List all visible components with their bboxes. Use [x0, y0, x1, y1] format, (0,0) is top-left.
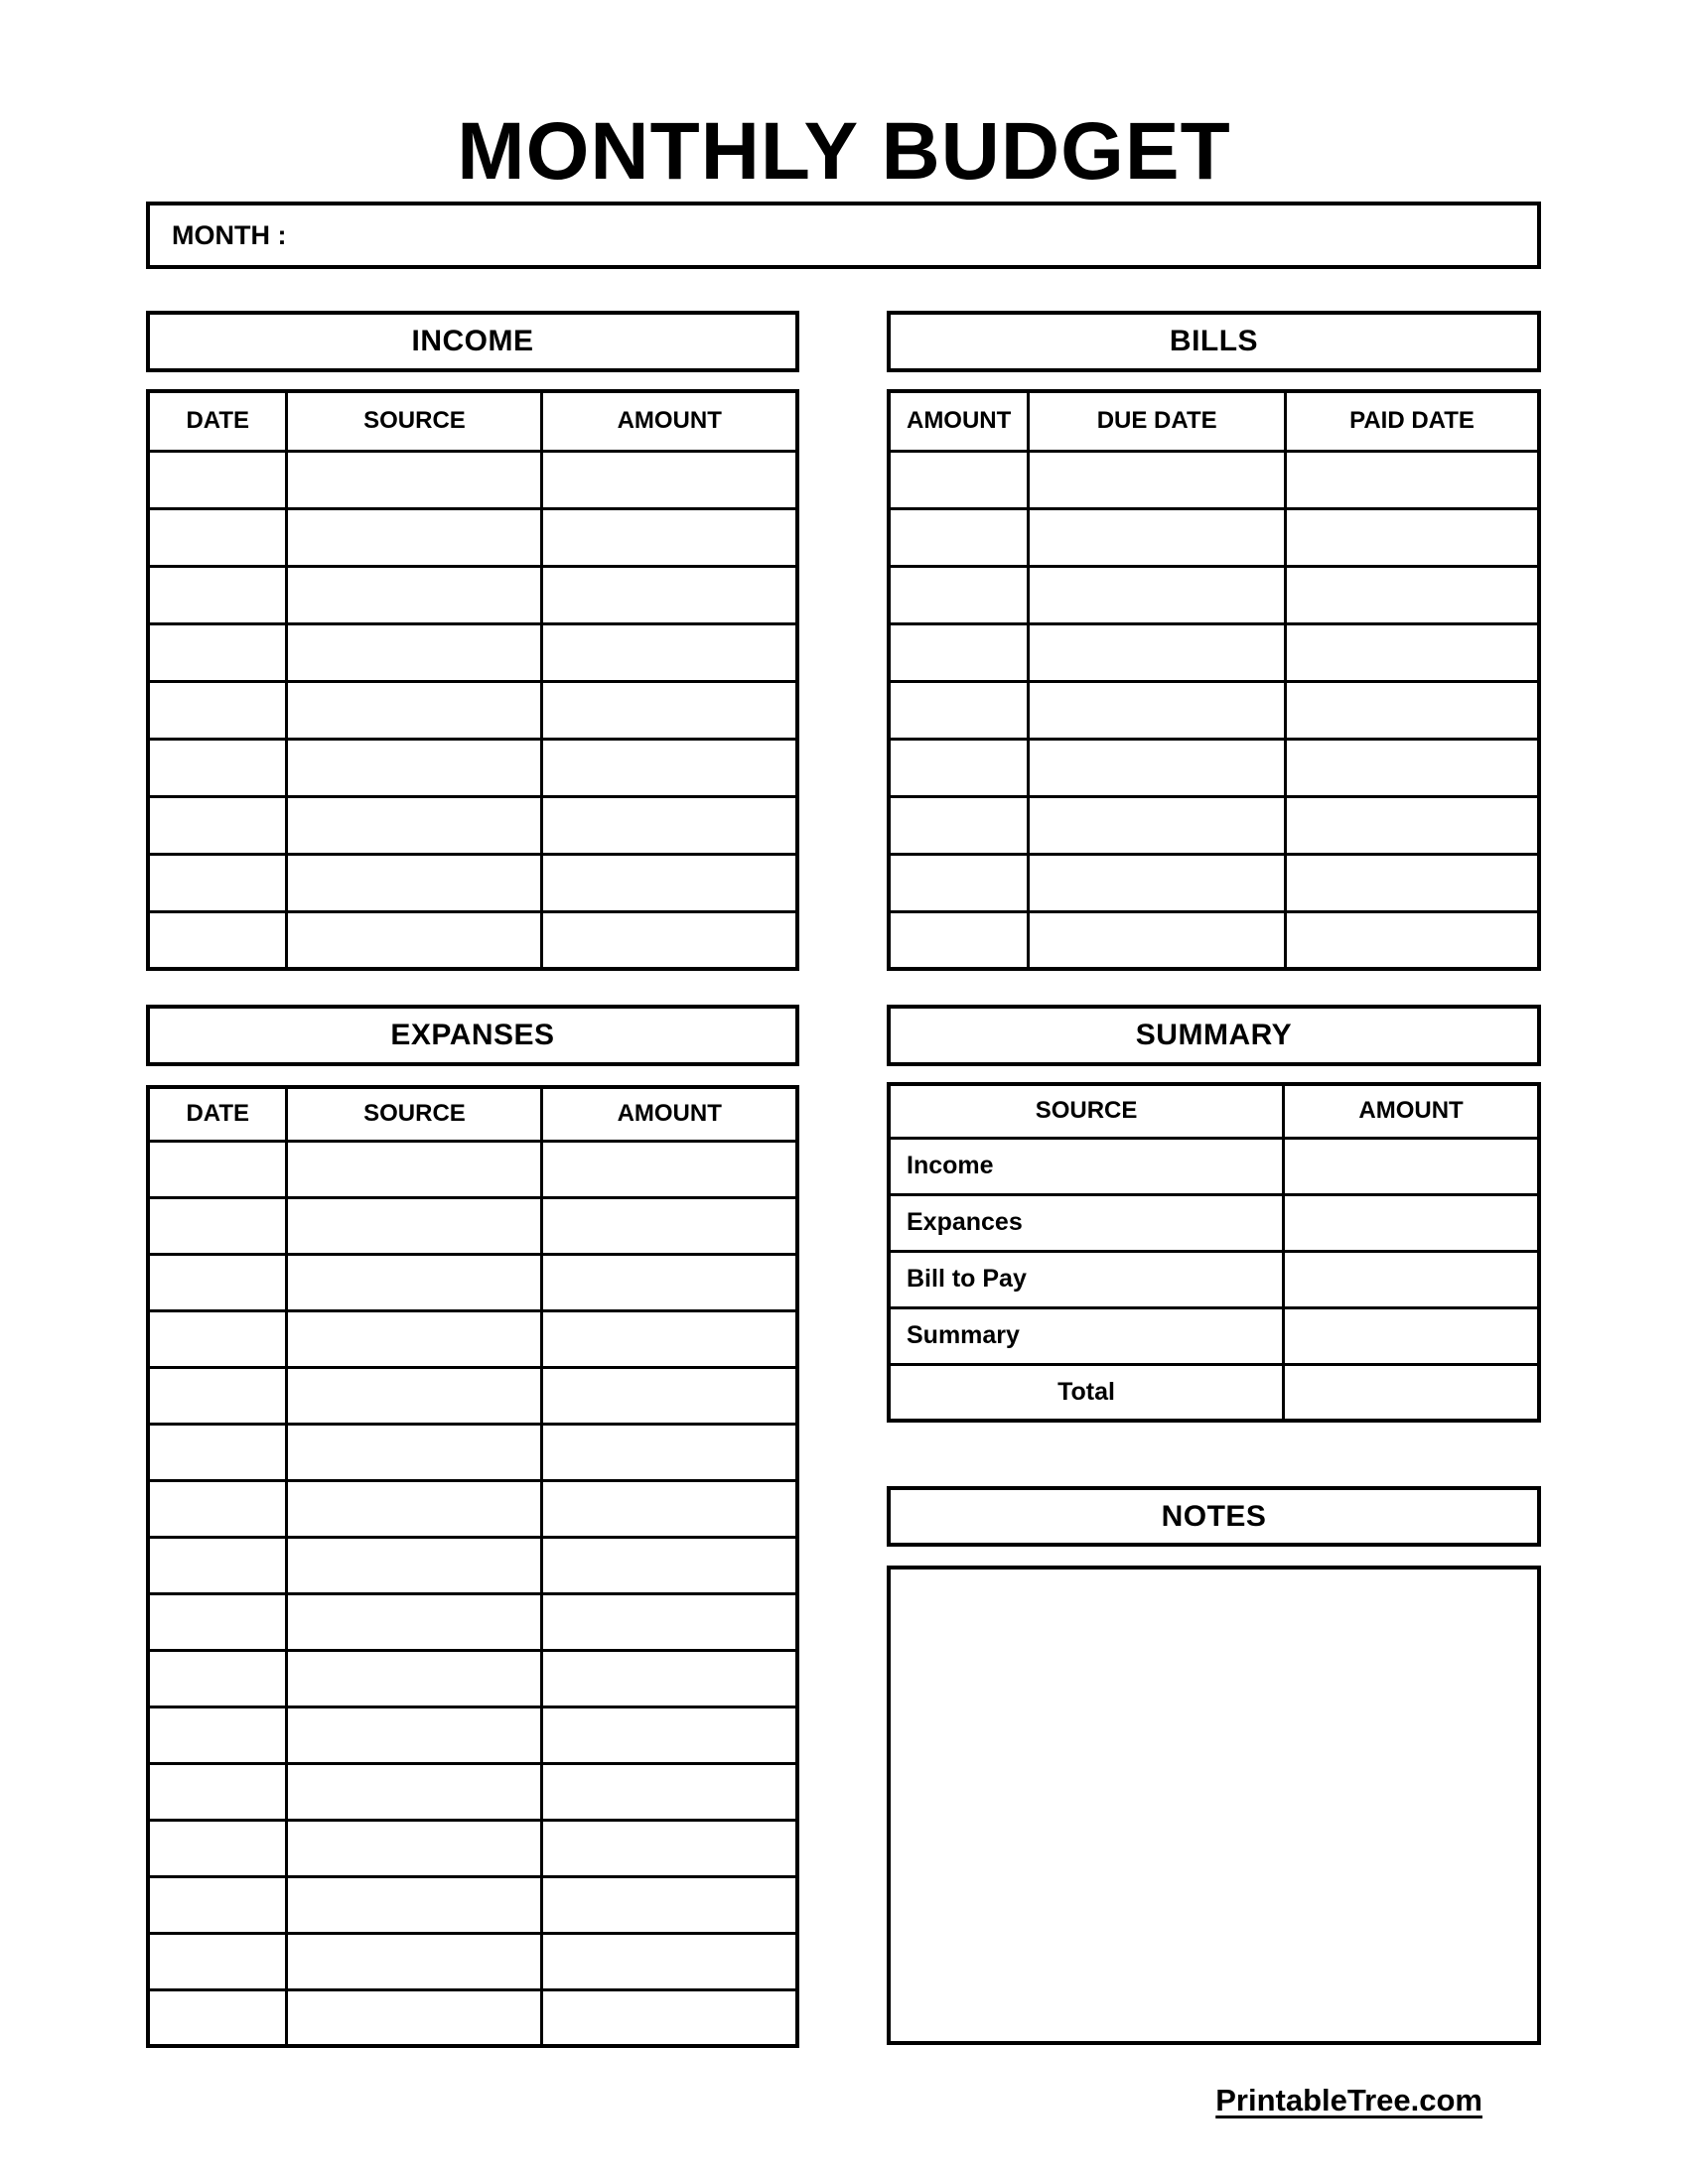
- bills-due-date-cell[interactable]: [1029, 854, 1286, 911]
- expanses-date-cell[interactable]: [148, 1989, 287, 2046]
- expanses-date-cell[interactable]: [148, 1706, 287, 1763]
- expanses-date-cell[interactable]: [148, 1876, 287, 1933]
- bills-due-date-cell[interactable]: [1029, 566, 1286, 623]
- bills-section-header: [887, 311, 1541, 372]
- expanses-amount-cell[interactable]: [542, 1254, 797, 1310]
- bills-due-date-cell[interactable]: [1029, 681, 1286, 739]
- bills-paid-date-cell[interactable]: [1286, 508, 1539, 566]
- expanses-amount-cell[interactable]: [542, 1480, 797, 1537]
- income-section-header: [146, 311, 799, 372]
- expanses-source-cell[interactable]: [287, 1650, 542, 1706]
- expanses-row: [148, 1706, 797, 1763]
- income-source-cell[interactable]: [287, 854, 542, 911]
- bills-row: [889, 566, 1539, 623]
- expanses-date-cell[interactable]: [148, 1537, 287, 1593]
- bills-col-paid-date: PAID DATE: [1286, 391, 1539, 451]
- expanses-date-cell[interactable]: [148, 1820, 287, 1876]
- expanses-amount-cell[interactable]: [542, 1933, 797, 1989]
- expanses-col-date: DATE: [148, 1087, 287, 1141]
- income-source-cell[interactable]: [287, 508, 542, 566]
- summary-label-bill-to-pay: Bill to Pay: [889, 1251, 1284, 1307]
- income-date-cell[interactable]: [148, 451, 287, 508]
- income-amount-cell[interactable]: [542, 911, 797, 969]
- expanses-row: [148, 1197, 797, 1254]
- summary-label-summary: Summary: [889, 1307, 1284, 1364]
- bills-row: [889, 623, 1539, 681]
- expanses-col-amount: AMOUNT: [542, 1087, 797, 1141]
- expanses-amount-cell[interactable]: [542, 1763, 797, 1820]
- expanses-source-cell[interactable]: [287, 1537, 542, 1593]
- summary-row-expances: [889, 1194, 1539, 1251]
- bills-paid-date-cell[interactable]: [1286, 566, 1539, 623]
- expanses-row: [148, 1141, 797, 1197]
- expanses-date-cell[interactable]: [148, 1197, 287, 1254]
- bills-amount-cell[interactable]: [889, 681, 1029, 739]
- bills-due-date-cell[interactable]: [1029, 508, 1286, 566]
- expanses-date-cell[interactable]: [148, 1480, 287, 1537]
- expanses-date-cell[interactable]: [148, 1367, 287, 1424]
- summary-amount-income-cell[interactable]: [1284, 1138, 1539, 1194]
- income-source-cell[interactable]: [287, 739, 542, 796]
- income-col-amount: AMOUNT: [542, 391, 797, 451]
- bills-amount-cell[interactable]: [889, 739, 1029, 796]
- expanses-source-cell[interactable]: [287, 1989, 542, 2046]
- expanses-source-cell[interactable]: [287, 1820, 542, 1876]
- income-row: [148, 566, 797, 623]
- income-source-cell[interactable]: [287, 911, 542, 969]
- month-label: MONTH :: [172, 219, 287, 250]
- expanses-source-cell[interactable]: [287, 1876, 542, 1933]
- bills-paid-date-cell[interactable]: [1286, 796, 1539, 854]
- expanses-amount-cell[interactable]: [542, 1593, 797, 1650]
- expanses-amount-cell[interactable]: [542, 1706, 797, 1763]
- bills-header-row: [889, 391, 1539, 451]
- expanses-date-cell[interactable]: [148, 1933, 287, 1989]
- expanses-row: [148, 1593, 797, 1650]
- income-date-cell[interactable]: [148, 566, 287, 623]
- expanses-header-row: [148, 1087, 797, 1141]
- bills-amount-cell[interactable]: [889, 623, 1029, 681]
- income-row: [148, 796, 797, 854]
- bills-paid-date-cell[interactable]: [1286, 451, 1539, 508]
- expanses-row: [148, 1820, 797, 1876]
- income-date-cell[interactable]: [148, 911, 287, 969]
- month-input[interactable]: [286, 205, 1537, 265]
- income-row: [148, 451, 797, 508]
- expanses-amount-cell[interactable]: [542, 1989, 797, 2046]
- income-row: [148, 854, 797, 911]
- expanses-row: [148, 1650, 797, 1706]
- expanses-row: [148, 1763, 797, 1820]
- bills-paid-date-cell[interactable]: [1286, 681, 1539, 739]
- expanses-amount-cell[interactable]: [542, 1820, 797, 1876]
- income-amount-cell[interactable]: [542, 739, 797, 796]
- summary-title: SUMMARY: [1135, 1019, 1293, 1051]
- bills-amount-cell[interactable]: [889, 796, 1029, 854]
- income-row: [148, 623, 797, 681]
- income-source-cell[interactable]: [287, 681, 542, 739]
- income-row: [148, 739, 797, 796]
- expanses-section-header: [146, 1005, 799, 1066]
- expanses-date-cell[interactable]: [148, 1141, 287, 1197]
- income-row: [148, 681, 797, 739]
- bills-due-date-cell[interactable]: [1029, 911, 1286, 969]
- summary-header-row: [889, 1084, 1539, 1138]
- expanses-date-cell[interactable]: [148, 1424, 287, 1480]
- income-row: [148, 911, 797, 969]
- summary-amount-bill-to-pay-cell[interactable]: [1284, 1251, 1539, 1307]
- printabletree-link[interactable]: PrintableTree.com: [1215, 2083, 1482, 2117]
- expanses-amount-cell[interactable]: [542, 1650, 797, 1706]
- summary-amount-expances-cell[interactable]: [1284, 1194, 1539, 1251]
- expanses-row: [148, 1876, 797, 1933]
- summary-col-amount: AMOUNT: [1284, 1084, 1539, 1138]
- summary-amount-total-cell[interactable]: [1284, 1364, 1539, 1421]
- bills-amount-cell[interactable]: [889, 854, 1029, 911]
- expanses-row: [148, 1933, 797, 1989]
- expanses-table: [146, 1085, 799, 2048]
- page-title: MONTHLY BUDGET: [457, 106, 1231, 197]
- summary-row-income: [889, 1138, 1539, 1194]
- income-col-source: SOURCE: [287, 391, 542, 451]
- expanses-source-cell[interactable]: [287, 1763, 542, 1820]
- summary-amount-summary-cell[interactable]: [1284, 1307, 1539, 1364]
- expanses-row: [148, 1480, 797, 1537]
- income-amount-cell[interactable]: [542, 796, 797, 854]
- expanses-amount-cell[interactable]: [542, 1141, 797, 1197]
- summary-label-income: Income: [889, 1138, 1284, 1194]
- expanses-source-cell[interactable]: [287, 1310, 542, 1367]
- bills-col-due-date: DUE DATE: [1029, 391, 1286, 451]
- income-amount-cell[interactable]: [542, 566, 797, 623]
- expanses-date-cell[interactable]: [148, 1310, 287, 1367]
- notes-area[interactable]: [887, 1566, 1541, 2045]
- bills-paid-date-cell[interactable]: [1286, 623, 1539, 681]
- expanses-source-cell[interactable]: [287, 1424, 542, 1480]
- expanses-source-cell[interactable]: [287, 1480, 542, 1537]
- income-date-cell[interactable]: [148, 796, 287, 854]
- income-col-date: DATE: [148, 391, 287, 451]
- notes-title: NOTES: [1161, 1499, 1267, 1533]
- expanses-amount-cell[interactable]: [542, 1424, 797, 1480]
- expanses-date-cell[interactable]: [148, 1593, 287, 1650]
- expanses-row: [148, 1989, 797, 2046]
- bills-amount-cell[interactable]: [889, 451, 1029, 508]
- bills-due-date-cell[interactable]: [1029, 623, 1286, 681]
- expanses-row: [148, 1310, 797, 1367]
- month-field[interactable]: [146, 202, 1541, 269]
- income-table: [146, 389, 799, 971]
- bills-col-amount: AMOUNT: [889, 391, 1029, 451]
- expanses-row: [148, 1254, 797, 1310]
- bills-amount-cell[interactable]: [889, 911, 1029, 969]
- income-amount-cell[interactable]: [542, 508, 797, 566]
- expanses-date-cell[interactable]: [148, 1254, 287, 1310]
- bills-paid-date-cell[interactable]: [1286, 854, 1539, 911]
- expanses-amount-cell[interactable]: [542, 1367, 797, 1424]
- expanses-amount-cell[interactable]: [542, 1537, 797, 1593]
- income-date-cell[interactable]: [148, 681, 287, 739]
- income-source-cell[interactable]: [287, 566, 542, 623]
- income-amount-cell[interactable]: [542, 451, 797, 508]
- expanses-source-cell[interactable]: [287, 1254, 542, 1310]
- bills-row: [889, 739, 1539, 796]
- expanses-col-source: SOURCE: [287, 1087, 542, 1141]
- expanses-source-cell[interactable]: [287, 1197, 542, 1254]
- income-date-cell[interactable]: [148, 739, 287, 796]
- expanses-title: EXPANSES: [390, 1019, 555, 1051]
- summary-row-bill-to-pay: [889, 1251, 1539, 1307]
- summary-col-source: SOURCE: [889, 1084, 1284, 1138]
- bills-amount-cell[interactable]: [889, 508, 1029, 566]
- summary-label-expances: Expances: [889, 1194, 1284, 1251]
- bills-due-date-cell[interactable]: [1029, 739, 1286, 796]
- income-source-cell[interactable]: [287, 451, 542, 508]
- expanses-source-cell[interactable]: [287, 1367, 542, 1424]
- bills-row: [889, 796, 1539, 854]
- income-date-cell[interactable]: [148, 508, 287, 566]
- notes-section-header: [887, 1486, 1541, 1547]
- bills-due-date-cell[interactable]: [1029, 796, 1286, 854]
- expanses-amount-cell[interactable]: [542, 1310, 797, 1367]
- bills-paid-date-cell[interactable]: [1286, 739, 1539, 796]
- income-amount-cell[interactable]: [542, 854, 797, 911]
- income-amount-cell[interactable]: [542, 681, 797, 739]
- bills-row: [889, 911, 1539, 969]
- summary-label-total: Total: [889, 1364, 1284, 1421]
- summary-row-summary: [889, 1307, 1539, 1364]
- bills-row: [889, 508, 1539, 566]
- income-date-cell[interactable]: [148, 623, 287, 681]
- expanses-row: [148, 1537, 797, 1593]
- expanses-source-cell[interactable]: [287, 1706, 542, 1763]
- bills-amount-cell[interactable]: [889, 566, 1029, 623]
- income-date-cell[interactable]: [148, 854, 287, 911]
- summary-table: [887, 1082, 1541, 1423]
- expanses-date-cell[interactable]: [148, 1763, 287, 1820]
- bills-row: [889, 681, 1539, 739]
- bills-row: [889, 451, 1539, 508]
- expanses-row: [148, 1424, 797, 1480]
- expanses-amount-cell[interactable]: [542, 1876, 797, 1933]
- income-title: INCOME: [411, 325, 534, 357]
- income-source-cell[interactable]: [287, 796, 542, 854]
- bills-due-date-cell[interactable]: [1029, 451, 1286, 508]
- income-row: [148, 508, 797, 566]
- expanses-source-cell[interactable]: [287, 1933, 542, 1989]
- bills-table: [887, 389, 1541, 971]
- bills-title: BILLS: [1169, 325, 1259, 357]
- expanses-amount-cell[interactable]: [542, 1197, 797, 1254]
- bills-row: [889, 854, 1539, 911]
- expanses-row: [148, 1367, 797, 1424]
- income-amount-cell[interactable]: [542, 623, 797, 681]
- expanses-source-cell[interactable]: [287, 1141, 542, 1197]
- summary-row-total: [889, 1364, 1539, 1421]
- expanses-date-cell[interactable]: [148, 1650, 287, 1706]
- income-header-row: [148, 391, 797, 451]
- expanses-source-cell[interactable]: [287, 1593, 542, 1650]
- bills-paid-date-cell[interactable]: [1286, 911, 1539, 969]
- income-source-cell[interactable]: [287, 623, 542, 681]
- summary-section-header: [887, 1005, 1541, 1066]
